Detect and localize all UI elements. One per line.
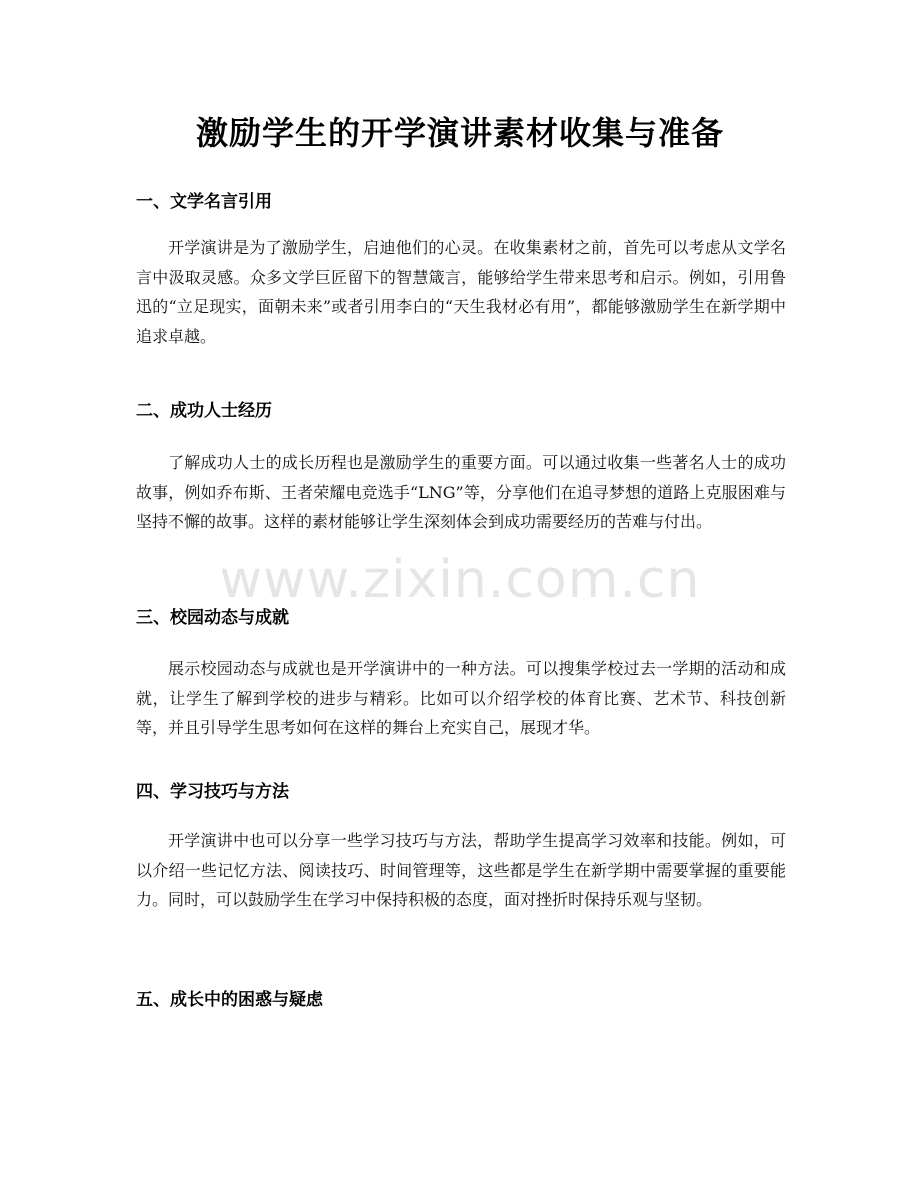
section-1-paragraph: 开学演讲是为了激励学生，启迪他们的心灵。在收集素材之前，首先可以考虑从文学名言中汲取灵感。众多文学巨匠留下的智慧箴言，能够给学生带来思考和启示。例如，引用鲁迅的“立足现实，面朝未来”或者引用李白的“天生我材必有用”，都能够激励学生在新学期中追求卓越。 [136,238,786,346]
section-1-heading: 一、文学名言引用 [136,192,272,212]
section-2-paragraph: 了解成功人士的成长历程也是激励学生的重要方面。可以通过收集一些著名人士的成功故事，例如乔布斯、王者荣耀电竞选手“LNG”等，分享他们在追寻梦想的道路上克服困难与坚持不懈的故事。这样的素材能够让学生深刻体会到成功需要经历的苦难与付出。 [136,453,786,531]
section-3-paragraph: 展示校园动态与成就也是开学演讲中的一种方法。可以搜集学校过去一学期的活动和成就，让学生了解到学校的进步与精彩。比如可以介绍学校的体育比赛、艺术节、科技创新等，并且引导学生思考如何在这样的舞台上充实自己，展现才华。 [136,659,786,737]
document-title: 激励学生的开学演讲素材收集与准备 [195,114,724,152]
section-3-heading: 三、校园动态与成就 [136,608,289,628]
section-4-paragraph: 开学演讲中也可以分享一些学习技巧与方法，帮助学生提高学习效率和技能。例如，可以介绍一些记忆方法、阅读技巧、时间管理等，这些都是学生在新学期中需要掌握的重要能力。同时，可以鼓励学生在学习中保持积极的态度，面对挫折时保持乐观与坚韧。 [136,831,786,909]
section-4-heading: 四、学习技巧与方法 [136,782,289,802]
section-2-heading: 二、成功人士经历 [136,401,272,421]
section-5-heading: 五、成长中的困惑与疑虑 [136,990,323,1010]
watermark: www.zixin.com.cn [219,550,701,610]
